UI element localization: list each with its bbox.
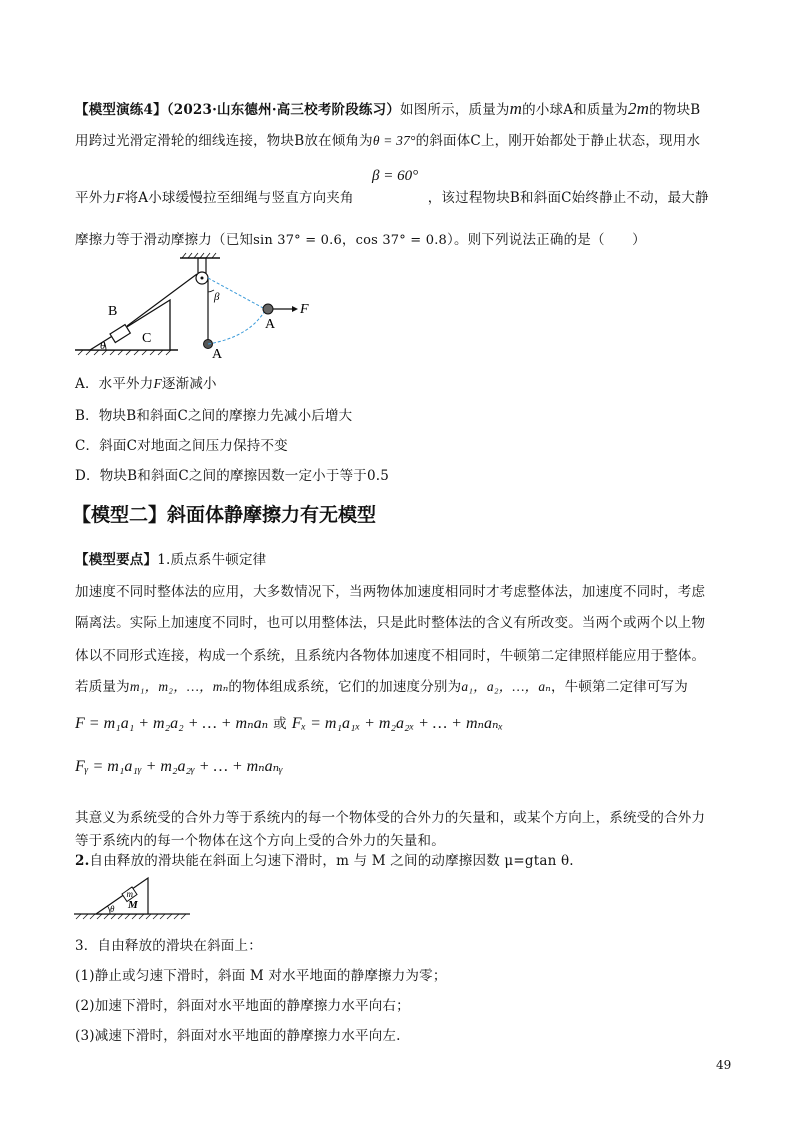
pulley-incline-figure: [70, 252, 320, 362]
page-number: 49: [716, 1058, 732, 1072]
exercise-line-2: [75, 129, 700, 149]
label-A-right: A: [265, 317, 276, 332]
point-2: [75, 849, 574, 869]
beta-equation: β = 60°: [372, 168, 419, 184]
section-title: 【模型二】斜面体静摩擦力有无模型: [72, 504, 377, 526]
exercise-line-3: [75, 186, 709, 206]
points-title: 1.质点系牛顿定律: [157, 552, 267, 568]
option-letter: B．: [75, 408, 99, 424]
text: 的斜面体C上，刚开始都处于静止状态，现用水: [415, 133, 701, 149]
label-A-bottom: A: [212, 347, 223, 362]
points-heading: [75, 548, 266, 568]
text: ，牛顿第二定律可写为: [550, 679, 688, 695]
para1-line-2: 隔离法。实际上加速度不同时，也可以用整体法，只是此时整体法的含义有所改变。当两个或两个以上物: [75, 615, 706, 631]
points-tag: 【模型要点】: [75, 552, 158, 568]
exercise-tag: 【模型演练4】: [75, 102, 167, 118]
symbol-m: m: [509, 99, 523, 118]
accels-list: a₁，a₂，…，aₙ: [461, 679, 551, 694]
equation-total: F = m₁a₁ + m₂a₂ + … + mₙaₙ: [75, 715, 269, 732]
text: 水平外力: [98, 376, 154, 392]
equation-row-2: [75, 756, 283, 776]
symbol-2m: 2m: [627, 99, 650, 118]
exercise-line-1: [75, 98, 700, 119]
text: 平外力: [75, 190, 117, 206]
exercise-source: （2023·山东德州·高三校考阶段练习）: [166, 102, 401, 118]
equation-x: Fₓ = m₁a₁ₓ + m₂a₂ₓ + … + mₙaₙₓ: [291, 715, 504, 732]
label-theta: θ: [100, 340, 106, 352]
block-incline-figure: [72, 872, 194, 922]
text: 如图所示，质量为: [400, 102, 510, 118]
point-3-item-1: (1)静止或匀速下滑时，斜面 M 对水平地面的静摩擦力为零；: [75, 968, 447, 984]
text: 的物体组成系统，它们的加速度分别为: [228, 679, 462, 695]
theta-equation: θ = 37°: [372, 133, 416, 148]
option-d: [75, 464, 389, 484]
exercise-line-4: [75, 228, 646, 248]
text: 的小球A和质量为: [522, 102, 628, 118]
text: 物块B和斜面C之间的摩擦因数一定小于等于0.5: [99, 468, 390, 484]
text: 物块B和斜面C之间的摩擦力先减小后增大: [98, 408, 353, 424]
symbol-F: F: [153, 376, 162, 391]
text: 的物块B: [649, 102, 701, 118]
label-m: m: [126, 889, 133, 899]
symbol-F: F: [116, 190, 125, 205]
option-b: [75, 404, 352, 424]
point-3-item-2: (2)加速下滑时，斜面对水平地面的静摩擦力水平向右；: [75, 998, 410, 1014]
text: ，该过程物块B和斜面C始终静止不动，最大静: [427, 190, 709, 206]
text: 若质量为: [75, 679, 130, 695]
equation-y: Fᵧ = m₁a₁ᵧ + m₂a₂ᵧ + … + mₙaₙᵧ: [75, 758, 283, 775]
para2-line-1: 其意义为系统受的合外力等于系统内的每一个物体受的合外力的矢量和，或某个方向上，系统受的合外力: [75, 810, 706, 826]
equation-row-1: [75, 712, 503, 733]
option-letter: C．: [75, 438, 100, 454]
para1-line-3: 体以不同形式连接，构成一个系统，且系统内各物体加速度不相同时，牛顿第二定律照样能应用于整体。: [75, 648, 706, 664]
option-letter: A．: [75, 376, 99, 392]
para1-line-4: [75, 675, 688, 695]
option-letter: D．: [75, 468, 100, 484]
label-B: B: [108, 304, 118, 319]
text: 自由释放的滑块能在斜面上匀速下滑时，m 与 M 之间的动摩擦因数 μ=gtan θ.: [89, 853, 574, 869]
label-F: F: [300, 302, 309, 317]
point-number: 2.: [75, 853, 90, 869]
option-a: [75, 372, 217, 392]
sin-equation: sin 37° = 0.6: [253, 233, 342, 248]
text: 用跨过光滑定滑轮的细线连接，物块B放在倾角为: [75, 133, 373, 149]
text: 将A小球缓慢拉至细绳与竖直方向夹角: [124, 190, 354, 206]
label-C: C: [142, 331, 152, 346]
label-theta: θ: [110, 904, 115, 914]
label-M: M: [128, 899, 138, 911]
point-3-item-3: (3)减速下滑时，斜面对水平地面的静摩擦力水平向左.: [75, 1028, 401, 1044]
point-3: 3．自由释放的滑块在斜面上：: [75, 938, 262, 954]
cos-equation: cos 37° = 0.8: [355, 233, 448, 248]
option-c: [75, 434, 288, 454]
text: 或: [273, 716, 287, 732]
para2-line-2: 等于系统内的每一个物体在这个方向上受的合外力的矢量和。: [75, 833, 445, 849]
text: ，: [341, 232, 356, 248]
text: 摩擦力等于滑动摩擦力（已知: [75, 232, 254, 248]
text: ）。则下列说法正确的是（ ）: [447, 232, 646, 248]
label-beta: β: [214, 291, 220, 303]
masses-list: m₁，m₂，…，mₙ: [129, 679, 229, 694]
para1-line-1: 加速度不同时整体法的应用，大多数情况下，当两物体加速度相同时才考虑整体法，加速度不同时，考虑: [75, 584, 706, 600]
text: 斜面C对地面之间压力保持不变: [99, 438, 288, 454]
text: 逐渐减小: [161, 376, 217, 392]
